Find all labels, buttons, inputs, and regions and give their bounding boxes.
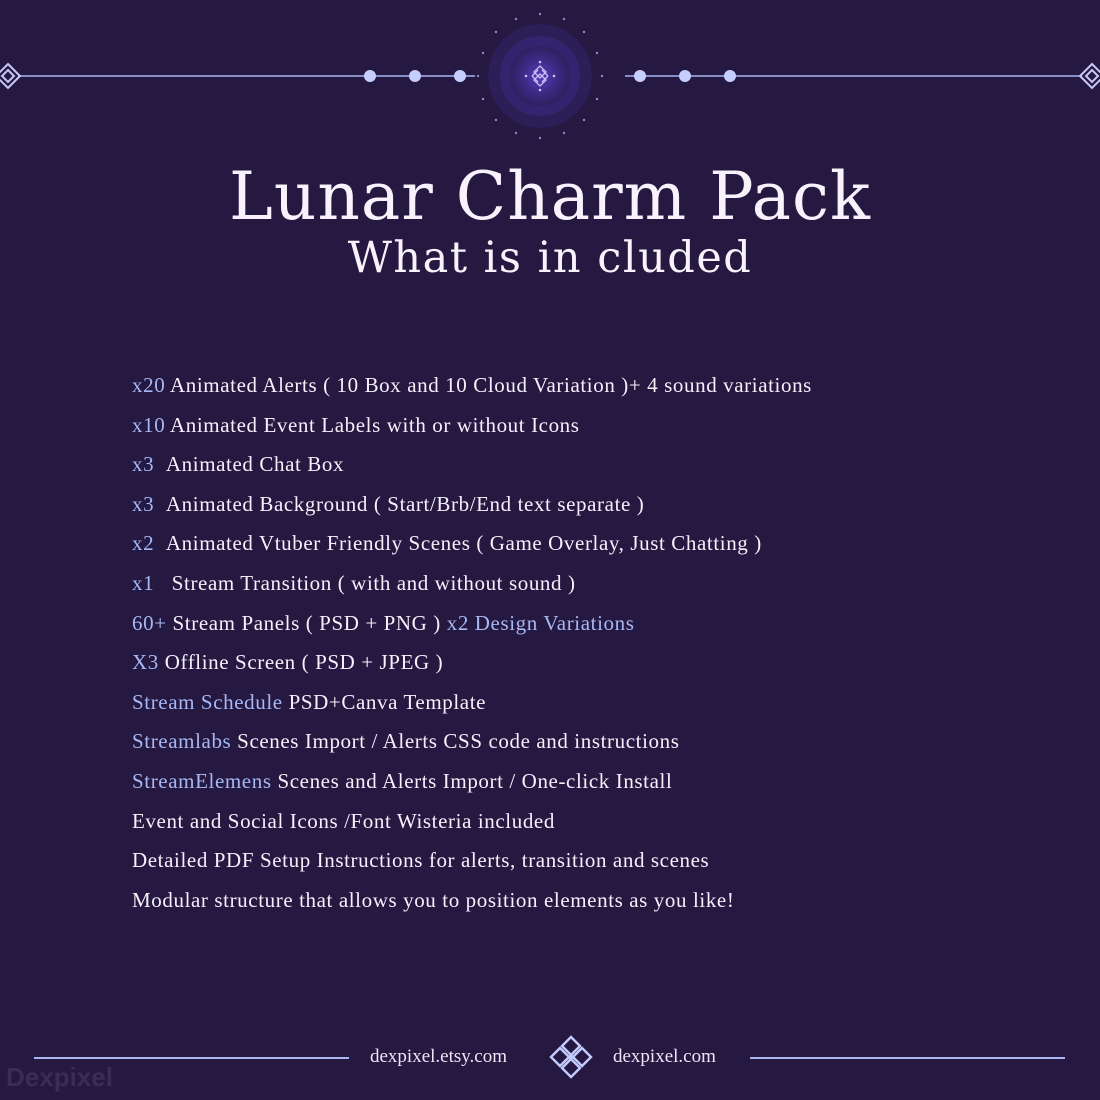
item-text: Animated Chat Box: [154, 452, 345, 477]
item-highlight: x3: [132, 452, 155, 477]
item-text: Detailed PDF Setup Instructions for alerts, transition and scenes: [132, 848, 710, 873]
list-item: [132, 684, 1082, 724]
list-item: [132, 842, 1082, 882]
item-text: PSD+Canva Template: [282, 689, 487, 714]
included-items-list: [132, 367, 1082, 921]
list-item: [132, 446, 1082, 486]
footer-divider-left: [34, 1057, 349, 1059]
list-item: [132, 644, 1082, 684]
list-item: [132, 803, 1082, 843]
item-highlight: x2: [132, 531, 155, 556]
list-item: [132, 367, 1082, 407]
item-text: Stream Panels ( PSD + PNG ): [166, 610, 447, 635]
list-item: [132, 882, 1082, 922]
item-highlight: X3: [132, 650, 159, 675]
item-highlight: Stream Schedule: [132, 689, 283, 714]
item-highlight: 60+: [132, 610, 167, 635]
diamond-knot-icon: [547, 1033, 595, 1081]
watermark: Dexpixel: [6, 1062, 113, 1092]
left-edge-ornament: [0, 64, 20, 88]
item-highlight: StreamElemens: [132, 768, 272, 793]
footer-divider-right: [750, 1057, 1065, 1059]
list-item: [132, 407, 1082, 447]
item-highlight: Streamlabs: [132, 729, 232, 754]
website-link[interactable]: dexpixel.com: [613, 1046, 716, 1067]
item-text: Animated Alerts ( 10 Box and 10 Cloud Variation )+ 4 sound variations: [165, 373, 812, 397]
list-item: [132, 565, 1082, 605]
item-highlight: x1: [132, 570, 155, 595]
list-item: [132, 605, 1082, 645]
top-ornament: [0, 0, 1100, 150]
list-item: [132, 723, 1082, 763]
list-item: [132, 486, 1082, 526]
item-text: Modular structure that allows you to position elements as you like!: [132, 887, 735, 912]
item-text: Animated Event Labels with or without Icons: [165, 412, 580, 437]
list-item: [132, 763, 1082, 803]
item-text: Offline Screen ( PSD + JPEG ): [158, 650, 444, 675]
item-text: Animated Background ( Start/Brb/End text separate ): [154, 491, 645, 516]
item-text: Scenes and Alerts Import / One-click Install: [271, 768, 673, 793]
item-text: Stream Transition ( with and without sound ): [154, 570, 576, 595]
footer: [0, 1020, 1100, 1100]
item-highlight: x20: [132, 373, 166, 397]
list-item: [132, 525, 1082, 565]
page-title: Lunar Charm Pack: [229, 158, 871, 235]
item-highlight: x3: [132, 491, 155, 516]
right-edge-ornament: [1080, 64, 1100, 88]
item-highlight-secondary: x2 Design Variations: [446, 610, 635, 635]
item-text: Animated Vtuber Friendly Scenes ( Game Overlay, Just Chatting ): [154, 531, 762, 556]
item-highlight: x10: [132, 412, 166, 437]
page-subtitle: What is in cluded: [347, 233, 753, 283]
etsy-link[interactable]: dexpixel.etsy.com: [370, 1046, 508, 1067]
item-text: Scenes Import / Alerts CSS code and instructions: [231, 729, 680, 754]
item-text: Event and Social Icons /Font Wisteria included: [132, 808, 555, 833]
